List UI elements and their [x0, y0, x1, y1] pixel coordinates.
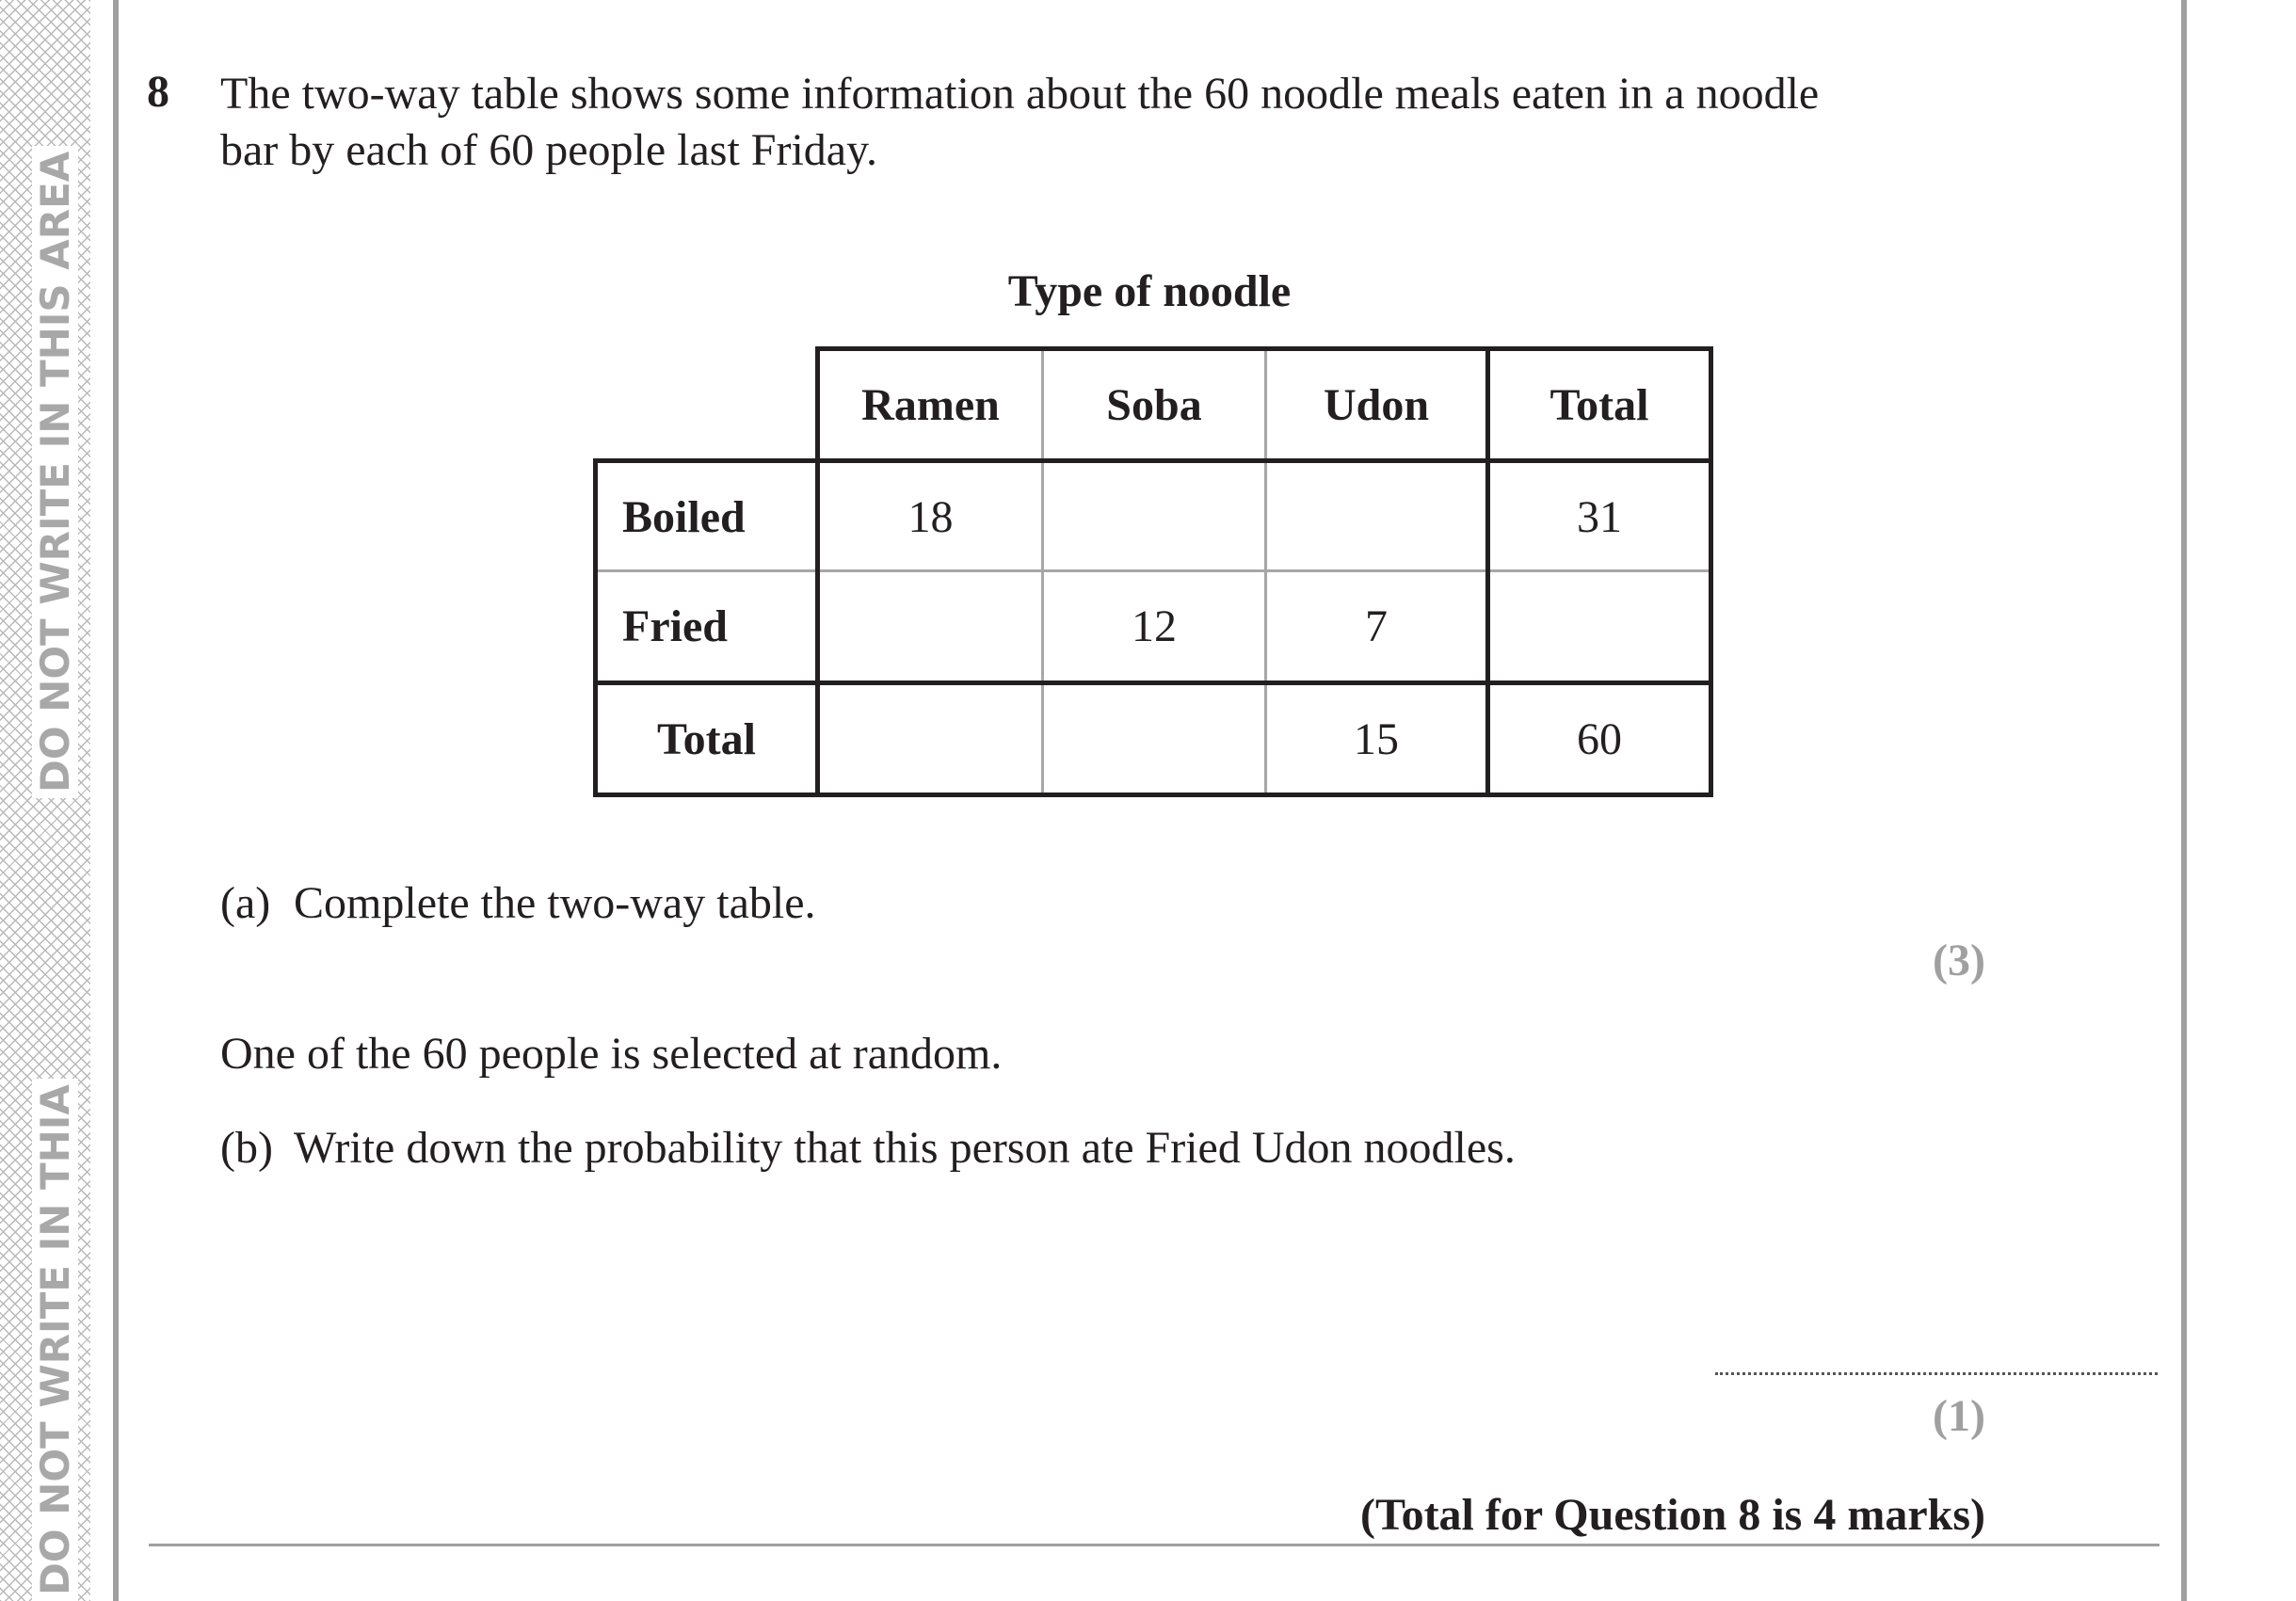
table-caption: Type of noodle	[1007, 266, 1292, 316]
page-border-left	[113, 0, 119, 1601]
context-text: One of the 60 people is selected at random.	[220, 1029, 1003, 1079]
table-cell-boiled-soba	[1044, 463, 1264, 571]
part-a-text: Complete the two-way table.	[294, 878, 816, 928]
part-b-marks: (1)	[1933, 1391, 1985, 1441]
table-cell-total-total: 60	[1577, 714, 1622, 764]
part-a	[220, 877, 816, 929]
table-cell-total-udon: 15	[1354, 714, 1399, 764]
table-header-ramen: Ramen	[861, 380, 1000, 430]
margin-warning-bottom: DO NOT WRITE IN THIA	[32, 1079, 78, 1601]
margin-warning-top: DO NOT WRITE IN THIS AREA	[32, 146, 78, 798]
table-header-soba: Soba	[1106, 380, 1202, 430]
table-row-label-total: Total	[657, 714, 756, 764]
part-b-label: (b)	[220, 1123, 273, 1173]
table-row-label-boiled: Boiled	[622, 492, 746, 542]
answer-line[interactable]	[1715, 1372, 2158, 1375]
question-total-marks: (Total for Question 8 is 4 marks)	[1359, 1490, 1985, 1540]
table-cell-fried-total	[1490, 572, 1709, 680]
question-stem-line-2: bar by each of 60 people last Friday.	[220, 125, 877, 175]
table-cell-total-soba	[1044, 685, 1264, 793]
table-cell-boiled-total: 31	[1577, 492, 1622, 542]
table-cell-boiled-ramen: 18	[907, 492, 954, 542]
table-border	[1709, 346, 1713, 797]
question-number: 8	[147, 67, 169, 117]
table-header-udon: Udon	[1323, 380, 1430, 430]
page-border-right	[2181, 0, 2187, 1601]
table-cell-fried-ramen	[820, 572, 1041, 680]
table-header-total: Total	[1549, 380, 1649, 430]
part-b	[220, 1122, 1516, 1174]
part-a-marks: (3)	[1933, 936, 1985, 985]
part-b-text: Write down the probability that this person ate Fried Udon noodles.	[294, 1123, 1516, 1173]
question-stem	[220, 66, 1971, 179]
bottom-rule	[149, 1544, 2160, 1546]
table-cell-fried-soba: 12	[1132, 601, 1177, 651]
part-a-label: (a)	[220, 878, 271, 928]
table-cell-total-ramen	[820, 685, 1041, 793]
table-cell-fried-udon: 7	[1365, 601, 1388, 651]
table-row-label-fried: Fried	[622, 601, 728, 651]
table-cell-boiled-udon	[1267, 463, 1485, 571]
question-stem-line-1: The two-way table shows some information about the 60 noodle meals eaten in a noodle	[220, 69, 1820, 119]
